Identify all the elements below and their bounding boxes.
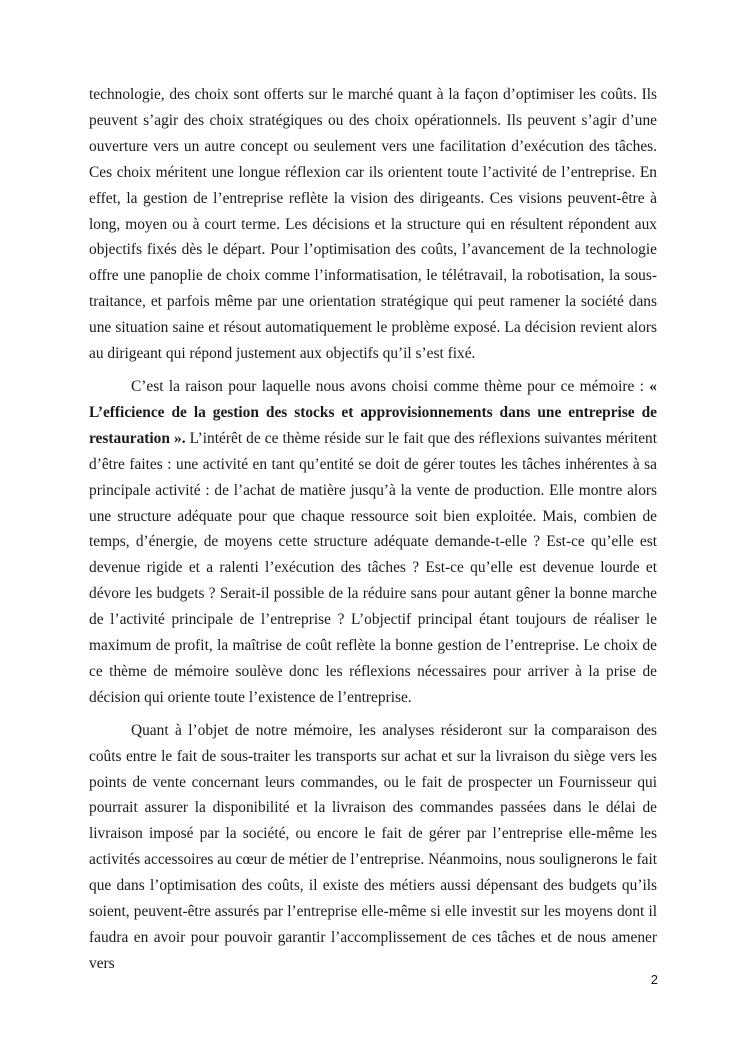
paragraph-1: technologie, des choix sont offerts sur le marché quant à la façon d’optimiser les coûts. Ils peuvent s’agir des choix stratégiques ou des choix opérationnels. Ils peuvent s’agir d’une ouverture vers un autre concept ou seulement vers une facilitation d’exécution des tâches. Ces choix méritent une longue réflexion car ils orientent toute l’activité de l’entreprise. En effet, la gestion de l’entreprise reflète la vision des dirigeants. Ces visions peuvent-être à long, moyen ou à court terme. Les décisions et la structure qui en résultent répondent aux objectifs fixés dès le départ. Pour l’optimisation des coûts, l’avancement de la technologie offre une panoplie de choix comme l’informatisation, le télétravail, la robotisation, la sous-traitance, et parfois même par une orientation stratégique qui peut ramener la société dans une situation saine et résout automatiquement le problème exposé. La décision revient alors au dirigeant qui répond justement aux objectifs qu’il s’est fixé. — [89, 86, 657, 363]
document-body — [89, 82, 657, 977]
paragraph-2 — [89, 374, 657, 711]
paragraph-3: Quant à l’objet de notre mémoire, les analyses résideront sur la comparaison des coûts entre le fait de sous-traiter les transports sur achat et sur la livraison du siège vers les points de vente concernant leurs commandes, ou le fait de prospecter un Fournisseur qui pourrait assurer la disponibilité et la livraison des commandes passées dans le délai de livraison imposé par la société, ou encore le fait de gérer par l’entreprise elle-même les activités accessoires au cœur de métier de l’entreprise. Néanmoins, nous soulignerons le fait que dans l’optimisation des coûts, il existe des métiers aussi dépensant des budgets qu’ils soient, peuvent-être assurés par l’entreprise elle-même si elle investit sur les moyens dont il faudra en avoir pour pouvoir garantir l’accomplissement de ces tâches et de nous amener vers — [89, 721, 657, 972]
paragraph-2-rest: L’intérêt de ce thème réside sur le fait que des réflexions suivantes méritent d’être faites : une activité en tant qu’entité se doit de gérer toutes les tâches inhérentes à sa principale activité : de l’achat de matière jusqu’à la vente de production. Elle montre alors une structure adéquate pour que chaque ressource soit bien exploitée. Mais, combien de temps, d’énergie, de moyens cette structure adéquate demande-t-elle ? Est-ce qu’elle est devenue rigide et a ralenti l’exécution des tâches ? Est-ce qu’elle est devenue lourde et dévore les budgets ? Serait-il possible de la réduire sans pour autant gêner la bonne marche de l’activité principale de l’entreprise ? L’objectif principal étant toujours de réaliser le maximum de profit, la maîtrise de coût reflète la bonne gestion de l’entreprise. Le choix de ce thème de mémoire soulève donc les réflexions nécessaires pour arriver à la prise de décision qui oriente toute l’existence de l’entreprise. — [89, 429, 658, 706]
paragraph-2-lead: C’est la raison pour laquelle nous avons choisi comme thème pour ce mémoire : — [131, 377, 650, 395]
thesis-title: « L’efficience de la gestion des stocks et approvisionnements dans une entreprise de restauration ». — [89, 377, 657, 447]
page-number: 2 — [650, 972, 658, 987]
